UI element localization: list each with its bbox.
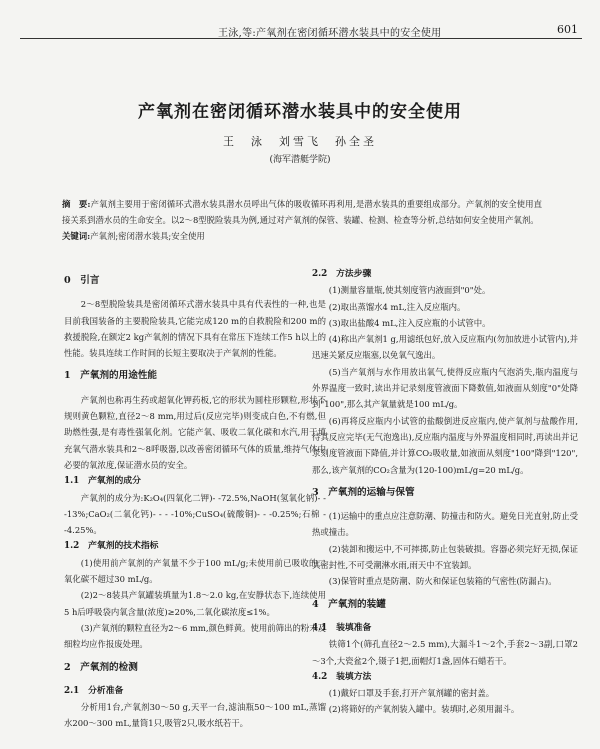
body-paragraph: (1)使用前产氧剂的产氧量不少于100 mL/g;未使用前已吸收的二氧化碳不超过30 mL/g。 xyxy=(64,557,326,585)
running-header xyxy=(20,22,582,39)
keywords-label: 关键词: xyxy=(62,231,91,241)
affiliation: (海军潜艇学院) xyxy=(269,155,331,165)
keywords-text: 产氧剂;密闭潜水装具;安全使用 xyxy=(90,231,205,241)
body-paragraph: (2)取出蒸馏水4 mL,注入反应瓶内。 xyxy=(328,301,466,312)
subsection-heading: 1.1 产氧剂的成分 xyxy=(64,476,141,487)
body-paragraph: 铁筛1个(筛孔直径2～2.5 mm),大漏斗1～2个,手套2～3副,口罩2～3个,大瓷盆2个,镊子1把,面帽灯1盏,固体石蜡若干。 xyxy=(312,639,578,666)
body-paragraph: (6)再将反应瓶内小试管的盐酸倒进反应瓶内,使产氧剂与盐酸作用,待其反应完毕(无气泡逸出),反应瓶内温度与外界温度相同时,再读出并记录刻度管液面下降值,并计算CO₂吸收量,如液面从刻度"100"降到"120",那么,该产氧剂的CO₂含量为(120-100)mL/g=20 mL/g。 xyxy=(312,415,578,475)
body-paragraph: (1)测量容量瓶,使其刻度管内液面到"0"处。 xyxy=(328,285,491,296)
body-paragraph: (2)装卸和搬运中,不可摔掷,防止包装破损。容器必须完好无损,保证其密封性,不可受潮淋水雨,雨天中不宜装卸。 xyxy=(312,543,578,571)
body-paragraph: (5)当产氧剂与水作用放出氧气,使得反应瓶内气泡消失,瓶内温度与外界温度一致时,读出并记录刻度管液面下降数值,如液面从刻度"0"处降到"100",那么其产氧量就是100 mL/g。 xyxy=(312,366,578,410)
body-paragraph: 2～8型脱险装具是密闭循环式潜水装具中具有代表性的一种,也是目前我国装备的主要脱险装具,它能完成120 m的自救脱险和200 m的救援脱险,在额定2 kg产氧剂的情况下具有在常压下连续工作5 h以上的性能。装具连续工作时间的长短主要取决于产氧剂的性能。 xyxy=(64,299,326,359)
body-paragraph: (1)运输中的重点应注意防潮、防撞击和防火。避免日光直射,防止受热或撞击。 xyxy=(312,511,578,538)
abstract xyxy=(62,196,542,244)
section-heading: 3 产氧剂的运输与保管 xyxy=(312,486,415,498)
section-heading: 0 引言 xyxy=(64,275,100,286)
body-paragraph: (1)戴好口罩及手套,打开产氧剂罐的密封盖。 xyxy=(328,688,495,699)
left-column xyxy=(64,266,326,732)
body-paragraph: 分析用1台,产氧剂30～50 g,天平一台,滤油瓶50～100 mL,蒸馏水200～300 mL,量筒1只,吸管2只,吸水纸若干。 xyxy=(64,702,326,729)
abstract-paragraph xyxy=(62,196,542,228)
abstract-label: 摘 要: xyxy=(62,199,91,209)
authors: 王 泳 刘雪飞 孙全圣 xyxy=(223,135,377,148)
body-paragraph: 产氧剂的成分为:K₂O₄(四氧化二钾)- -72.5%,NaOH(氢氧化钠)- - -13%;CaO₂(二氧化钙)- - - -10%;CuSO₄(硫酸铜)- - -0.25%;石棉 - -4.25%。 xyxy=(64,492,326,536)
body-paragraph: 产氧剂也称再生药或超氧化钾药板,它的形状为圆柱形颗粒,形状不规则黄色颗粒,直径2～8 mm,用过后(反应完毕)则变成白色,不有燃,但助燃性强,是有毒性强氧化剂。它能产氧、吸收二氧化碳和水汽,用于填充氧气潜水装具和2～8呼吸器,以改善密闭循环气体的质量,维持气体中必要的氧浓度,保证潜水员的安全。 xyxy=(64,394,326,470)
keywords-paragraph xyxy=(62,228,542,244)
body-paragraph: (3)产氧剂的颗粒直径为2～6 mm,颜色鲜黄。使用前筛出的粉末及细粒均应作报废处理。 xyxy=(64,622,326,650)
subsection-heading: 4.1 装填准备 xyxy=(312,622,372,633)
body-paragraph: (3)取出盐酸4 mL,注入反应瓶的小试管中。 xyxy=(328,317,491,328)
subsection-heading: 1.2 产氧剂的技术指标 xyxy=(64,541,159,552)
body-paragraph: (3)保管时重点是防潮、防火和保证包装箱的气密性(防漏占)。 xyxy=(328,576,557,587)
subsection-heading: 2.2 方法步骤 xyxy=(312,269,372,279)
page-number: 601 xyxy=(557,23,578,36)
body-paragraph: (2)2～8装具产氧罐装填量为1.8～2.0 kg,在安静状态下,连续使用5 h后呼吸袋内氧含量(浓度)≥20%,二氧化碳浓度≤1%。 xyxy=(64,590,326,617)
right-column xyxy=(312,266,578,718)
subsection-heading: 2.1 分析准备 xyxy=(64,685,124,696)
body-paragraph: (4)称出产氧剂1 g,用滤纸包好,放入反应瓶内(勿加放进小试管内),并迅速关紧反应瓶塞,以免氧气逸出。 xyxy=(312,334,578,361)
abstract-text: 产氧剂主要用于密闭循环式潜水装具潜水员呼出气体的吸收循环再利用,是潜水装具的重要组成部分。产氧剂的安全使用直接关系到潜水员的生命安全。以2～8型脱险装具为例,通过对产氧剂的保管、装罐、检测、检查等分析,总结如何安全使用产氧剂。 xyxy=(62,199,542,225)
section-heading: 2 产氧剂的检测 xyxy=(64,661,138,673)
section-heading: 1 产氧剂的用途性能 xyxy=(64,370,158,382)
running-title: 王泳,等:产氧剂在密闭循环潜水装具中的安全使用 xyxy=(218,28,442,39)
paper-title: 产氧剂在密闭循环潜水装具中的安全使用 xyxy=(138,102,462,122)
subsection-heading: 4.2 装填方法 xyxy=(312,671,372,682)
body-paragraph: (2)将筛好的产氧剂装入罐中。装填时,必须用漏斗。 xyxy=(328,704,520,715)
section-heading: 4 产氧剂的装罐 xyxy=(312,598,386,610)
